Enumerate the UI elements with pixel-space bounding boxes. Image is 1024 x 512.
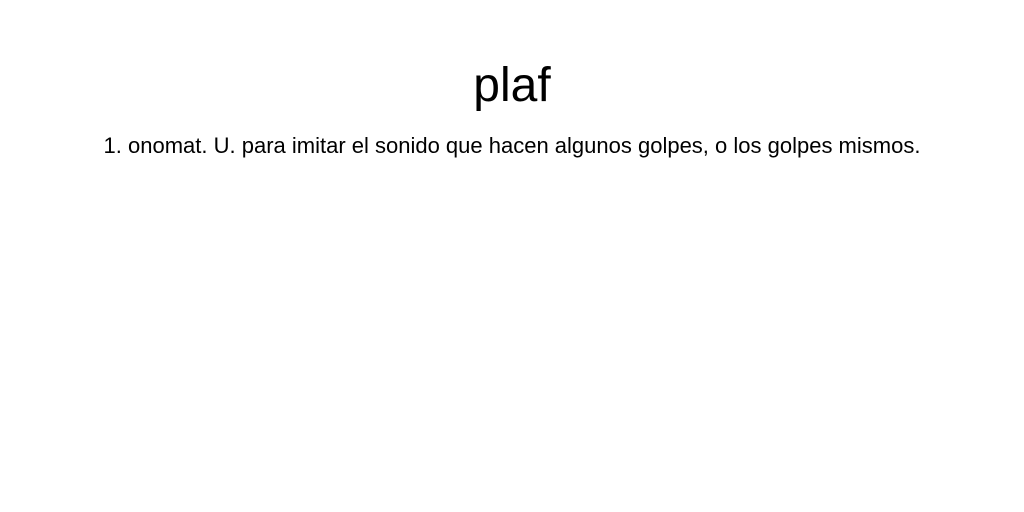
definition-text: 1. onomat. U. para imitar el sonido que hacen algunos golpes, o los golpes mismos.: [103, 133, 921, 158]
entry-word-title: plaf: [473, 59, 551, 112]
